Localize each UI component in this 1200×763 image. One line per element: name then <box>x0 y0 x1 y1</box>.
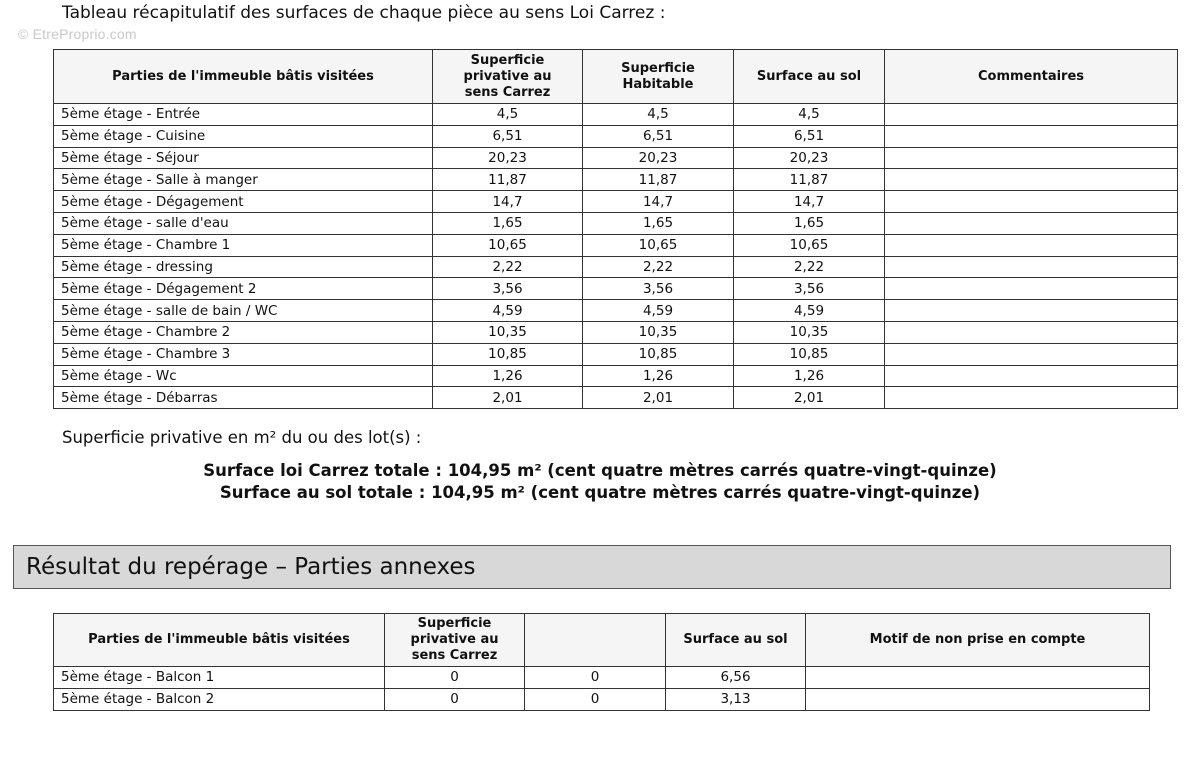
table-row <box>54 365 1178 387</box>
row-label: 5ème étage - Chambre 3 <box>54 343 433 365</box>
row-label: 5ème étage - Séjour <box>54 147 433 169</box>
row-value: 4,5 <box>583 104 734 126</box>
table-header-row <box>54 50 1178 104</box>
row-value <box>885 321 1178 343</box>
row-value: 11,87 <box>734 169 885 191</box>
row-label: 5ème étage - salle d'eau <box>54 212 433 234</box>
table-row <box>54 321 1178 343</box>
row-value: 10,35 <box>583 321 734 343</box>
row-value <box>885 343 1178 365</box>
row-label: 5ème étage - Débarras <box>54 387 433 409</box>
surfaces-table <box>53 49 1178 409</box>
sol-total: Surface au sol totale : 104,95 m² (cent quatre mètres carrés quatre-vingt-quinze) <box>219 483 981 502</box>
row-value: 2,22 <box>734 256 885 278</box>
row-value <box>885 169 1178 191</box>
row-value: 10,85 <box>433 343 583 365</box>
row-value: 20,23 <box>583 147 734 169</box>
row-value: 10,35 <box>734 321 885 343</box>
watermark: © EtreProprio.com <box>18 26 137 42</box>
table-row <box>54 688 1150 710</box>
row-value: 6,56 <box>666 667 806 689</box>
summary-lead: Superficie privative en m² du ou des lot(s) : <box>62 428 422 447</box>
header-empty <box>525 614 666 667</box>
header-surface-sol: Surface au sol <box>666 614 806 667</box>
row-value: 1,26 <box>433 365 583 387</box>
row-value <box>885 104 1178 126</box>
row-value <box>885 191 1178 213</box>
row-value <box>885 125 1178 147</box>
table-row <box>54 147 1178 169</box>
row-label: 5ème étage - Chambre 2 <box>54 321 433 343</box>
row-value <box>806 688 1150 710</box>
table-row <box>54 300 1178 322</box>
header-carrez <box>433 50 583 104</box>
header-parties: Parties de l'immeuble bâtis visitées <box>54 50 433 104</box>
row-value: 3,56 <box>734 278 885 300</box>
row-value: 0 <box>385 688 525 710</box>
header-carrez-text: Superficie privative au sens Carrez <box>463 52 552 100</box>
row-value: 3,13 <box>666 688 806 710</box>
carrez-total: Surface loi Carrez totale : 104,95 m² (cent quatre mètres carrés quatre-vingt-quinze) <box>203 461 997 480</box>
page-title: Tableau récapitulatif des surfaces de chaque pièce au sens Loi Carrez : <box>62 3 666 23</box>
row-value <box>885 234 1178 256</box>
row-value: 20,23 <box>433 147 583 169</box>
row-label: 5ème étage - salle de bain / WC <box>54 300 433 322</box>
row-label: 5ème étage - Dégagement 2 <box>54 278 433 300</box>
header-parties: Parties de l'immeuble bâtis visitées <box>54 614 385 667</box>
row-value: 4,5 <box>433 104 583 126</box>
table-row <box>54 191 1178 213</box>
row-label: 5ème étage - Cuisine <box>54 125 433 147</box>
table-row <box>54 387 1178 409</box>
row-value: 10,85 <box>583 343 734 365</box>
row-value: 0 <box>525 667 666 689</box>
header-carrez-text: Superficie privative au sens Carrez <box>410 616 499 663</box>
row-value <box>885 147 1178 169</box>
header-commentaires: Commentaires <box>885 50 1178 104</box>
annex-section-title: Résultat du repérage – Parties annexes <box>13 545 1171 589</box>
row-label: 5ème étage - Balcon 2 <box>54 688 385 710</box>
table-row <box>54 343 1178 365</box>
table-row <box>54 212 1178 234</box>
row-value: 3,56 <box>583 278 734 300</box>
header-habitable <box>583 50 734 104</box>
table-row <box>54 667 1150 689</box>
row-value: 2,01 <box>734 387 885 409</box>
row-value: 1,65 <box>583 212 734 234</box>
row-label: 5ème étage - Dégagement <box>54 191 433 213</box>
row-label: 5ème étage - Chambre 1 <box>54 234 433 256</box>
row-value: 0 <box>385 667 525 689</box>
table-row <box>54 125 1178 147</box>
row-value <box>885 256 1178 278</box>
row-value: 6,51 <box>583 125 734 147</box>
row-label: 5ème étage - Wc <box>54 365 433 387</box>
table-header-row <box>54 614 1150 667</box>
row-value: 20,23 <box>734 147 885 169</box>
row-value: 2,22 <box>583 256 734 278</box>
row-value <box>885 365 1178 387</box>
row-value: 11,87 <box>433 169 583 191</box>
row-value: 3,56 <box>433 278 583 300</box>
row-label: 5ème étage - Balcon 1 <box>54 667 385 689</box>
table-row <box>54 278 1178 300</box>
table-row <box>54 234 1178 256</box>
row-value: 10,35 <box>433 321 583 343</box>
row-value: 2,01 <box>433 387 583 409</box>
table-row <box>54 169 1178 191</box>
header-carrez <box>385 614 525 667</box>
table-row <box>54 104 1178 126</box>
row-label: 5ème étage - Entrée <box>54 104 433 126</box>
row-value: 10,85 <box>734 343 885 365</box>
row-value <box>885 300 1178 322</box>
row-value: 1,65 <box>433 212 583 234</box>
row-value: 11,87 <box>583 169 734 191</box>
row-value <box>885 278 1178 300</box>
row-value: 6,51 <box>734 125 885 147</box>
row-label: 5ème étage - Salle à manger <box>54 169 433 191</box>
row-value: 4,59 <box>433 300 583 322</box>
row-value: 4,59 <box>583 300 734 322</box>
row-value: 4,59 <box>734 300 885 322</box>
row-value: 10,65 <box>583 234 734 256</box>
row-value: 6,51 <box>433 125 583 147</box>
table-row <box>54 256 1178 278</box>
row-value: 4,5 <box>734 104 885 126</box>
row-value <box>885 387 1178 409</box>
row-label: 5ème étage - dressing <box>54 256 433 278</box>
header-motif: Motif de non prise en compte <box>806 614 1150 667</box>
row-value: 14,7 <box>734 191 885 213</box>
row-value <box>806 667 1150 689</box>
row-value: 10,65 <box>734 234 885 256</box>
row-value: 14,7 <box>433 191 583 213</box>
row-value: 2,01 <box>583 387 734 409</box>
header-surface-sol: Surface au sol <box>734 50 885 104</box>
row-value: 1,65 <box>734 212 885 234</box>
row-value: 1,26 <box>734 365 885 387</box>
row-value: 0 <box>525 688 666 710</box>
annex-table <box>53 613 1150 711</box>
header-habitable-text: Superficie Habitable <box>621 60 695 92</box>
row-value: 10,65 <box>433 234 583 256</box>
row-value: 1,26 <box>583 365 734 387</box>
row-value: 2,22 <box>433 256 583 278</box>
row-value <box>885 212 1178 234</box>
row-value: 14,7 <box>583 191 734 213</box>
